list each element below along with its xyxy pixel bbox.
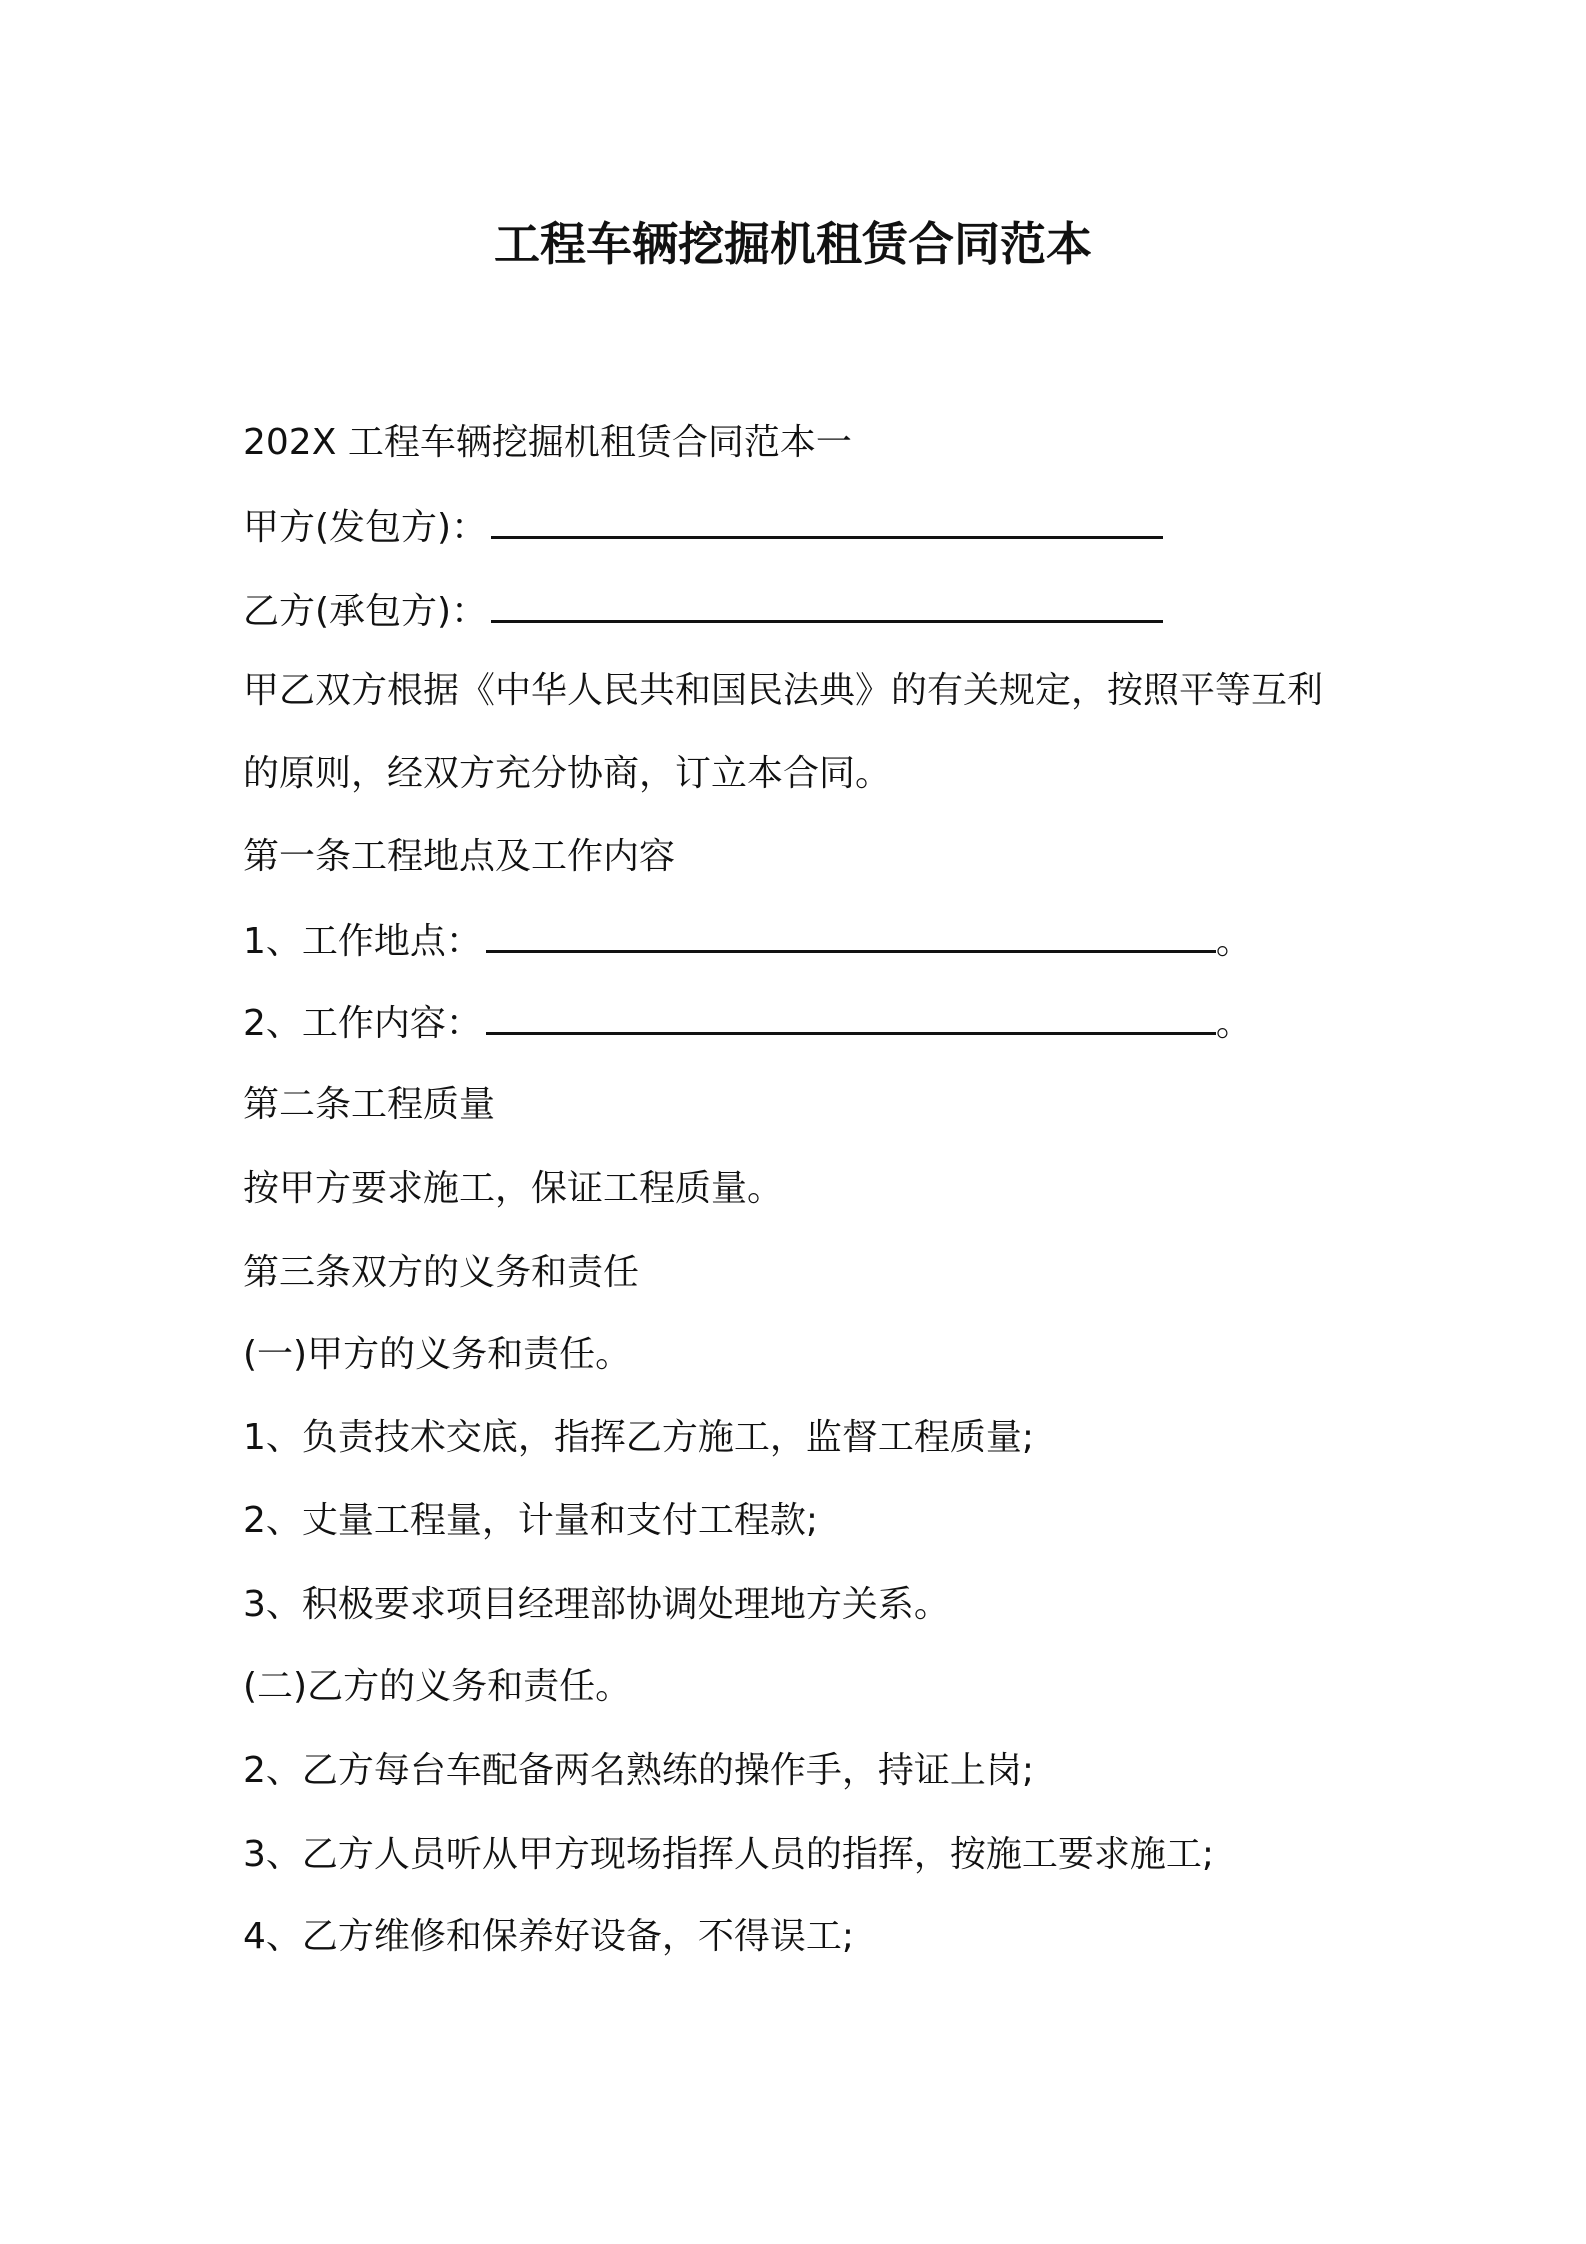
party-a-duty-item: 2、丈量工程量，计量和支付工程款; xyxy=(243,1500,819,1541)
work-content-label: 2、工作内容： xyxy=(243,1003,482,1044)
work-content-blank-line xyxy=(486,998,1216,1035)
document-title: 工程车辆挖掘机租赁合同范本 xyxy=(494,217,1092,271)
work-location-end: 。 xyxy=(1215,921,1252,962)
party-b-field xyxy=(243,586,1163,637)
party-a-duties-heading: (一)甲方的义务和责任。 xyxy=(243,1334,632,1375)
article-3-heading: 第三条双方的义务和责任 xyxy=(243,1252,640,1293)
party-b-label: 乙方(承包方)： xyxy=(243,591,488,632)
party-a-field xyxy=(243,502,1163,553)
party-a-blank-line xyxy=(491,502,1163,539)
article-2-text: 按甲方要求施工，保证工程质量。 xyxy=(243,1168,784,1209)
party-b-blank-line xyxy=(491,586,1163,623)
intro-line-2: 的原则，经双方充分协商，订立本合同。 xyxy=(243,753,892,794)
work-location-blank-line xyxy=(486,916,1216,953)
party-a-duty-item: 1、负责技术交底，指挥乙方施工，监督工程质量; xyxy=(243,1417,1035,1458)
work-location-field xyxy=(243,916,1252,967)
party-b-duty-item: 4、乙方维修和保养好设备，不得误工; xyxy=(243,1916,855,1957)
article-2-heading: 第二条工程质量 xyxy=(243,1084,496,1125)
party-b-duties-heading: (二)乙方的义务和责任。 xyxy=(243,1666,632,1707)
party-a-duty-item: 3、积极要求项目经理部协调处理地方关系。 xyxy=(243,1584,950,1625)
party-b-duty-item: 3、乙方人员听从甲方现场指挥人员的指挥，按施工要求施工; xyxy=(243,1834,1215,1875)
intro-line-1: 甲乙双方根据《中华人民共和国民法典》的有关规定，按照平等互利 xyxy=(243,670,1324,711)
work-content-end: 。 xyxy=(1215,1003,1252,1044)
party-b-duty-item: 2、乙方每台车配备两名熟练的操作手，持证上岗; xyxy=(243,1750,1035,1791)
work-location-label: 1、工作地点： xyxy=(243,921,482,962)
article-1-heading: 第一条工程地点及工作内容 xyxy=(243,836,676,877)
party-a-label: 甲方(发包方)： xyxy=(243,507,488,548)
work-content-field xyxy=(243,998,1252,1049)
contract-subtitle: 202X 工程车辆挖掘机租赁合同范本一 xyxy=(243,422,852,463)
